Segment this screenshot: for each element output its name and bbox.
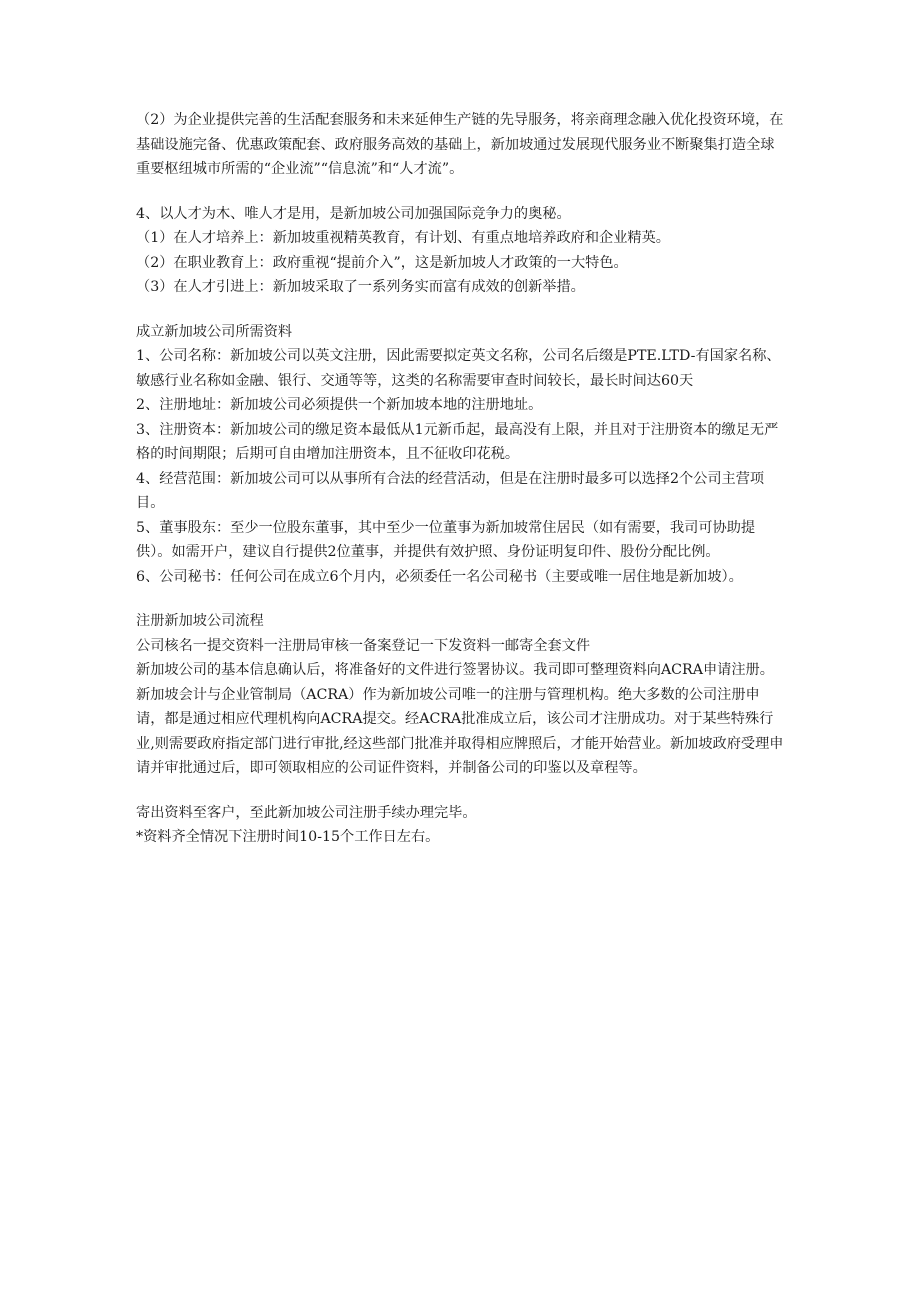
requirement-item-3: 3、注册资本：新加坡公司的缴足资本最低从1元新币起，最高没有上限，并且对于注册资本的缴足无严格的时间期限；后期可自由增加注册资本，且不征收印花税。 — [136, 421, 779, 462]
process-paragraph-2: 新加坡会计与企业管制局（ACRA）作为新加坡公司唯一的注册与管理机构。绝大多数的公司注册申请，都是通过相应代理机构向ACRA提交。经ACRA批准成立后，该公司才注册成功。对于某些特殊行业,则需要政府指定部门进行审批,经这些部门批准并取得相应牌照后，才能开始营业。新加坡政府受理申请并审批通过后，即可领取相应的公司证件资料，并制备公司的印鉴以及章程等。 — [136, 686, 784, 776]
requirement-item-2: 2、注册地址：新加坡公司必须提供一个新加坡本地的注册地址。 — [136, 397, 543, 413]
requirements-heading: 成立新加坡公司所需资料 — [136, 323, 293, 340]
requirement-item-6: 6、公司秘书：任何公司在成立6个月内，必须委任一名公司秘书（主要或唯一居住地是新加坡）。 — [136, 568, 743, 585]
spacer — [136, 182, 788, 202]
paragraph-investment-environment: （2）为企业提供完善的生活配套服务和未来延伸生产链的先导服务，将亲商理念融入优化投资环境，在基础设施完备、优惠政策配套、政府服务高效的基础上，新加坡通过发展现代服务业不断聚集打造全球重要枢纽城市所需的“企业流”“信息流”和“人才流”。 — [136, 112, 784, 177]
process-flow: 公司核名一提交资料一注册局审核一备案登记一下发资料一邮寄全套文件 — [136, 637, 591, 654]
spacer — [136, 300, 788, 320]
spacer — [136, 589, 788, 609]
spacer — [136, 781, 788, 801]
closing-paragraph: 寄出资料至客户，至此新加坡公司注册手续办理完毕。 — [136, 804, 477, 821]
requirement-item-4: 4、经营范围：新加坡公司可以从事所有合法的经营活动，但是在注册时最多可以选择2个公司主营项目。 — [136, 470, 765, 511]
talent-item-1: （1）在人才培养上：新加坡重视精英教育，有计划、有重点地培养政府和企业精英。 — [136, 230, 670, 246]
requirement-item-1: 1、公司名称：新加坡公司以英文注册，因此需要拟定英文名称，公司名后缀是PTE.LTD-有国家名称、敏感行业名称如金融、银行、交通等等，这类的名称需要审查时间较长，最长时间达60天 — [136, 348, 781, 389]
talent-item-3: （3）在人才引进上：新加坡采取了一系列务实而富有成效的创新举措。 — [136, 279, 585, 295]
process-paragraph-1: 新加坡公司的基本信息确认后，将准备好的文件进行签署协议。我司即可整理资料向ACRA申请注册。 — [136, 662, 774, 678]
document-page — [136, 108, 788, 850]
talent-lead-paragraph: 4、以人才为木、唯人才是用，是新加坡公司加强国际竞争力的奥秘。 — [136, 205, 571, 222]
process-heading: 注册新加坡公司流程 — [136, 613, 264, 629]
talent-item-2: （2）在职业教育上：政府重视“提前介入”，这是新加坡人才政策的一大特色。 — [136, 254, 628, 271]
registration-time-note: *资料齐全情况下注册时间10-15个工作日左右。 — [136, 829, 440, 845]
requirement-item-5: 5、董事股东：至少一位股东董事，其中至少一位董事为新加坡常住居民（如有需要，我司可协助提供）。如需开户，建议自行提供2位董事，并提供有效护照、身份证明复印件、股份分配比例。 — [136, 519, 756, 560]
